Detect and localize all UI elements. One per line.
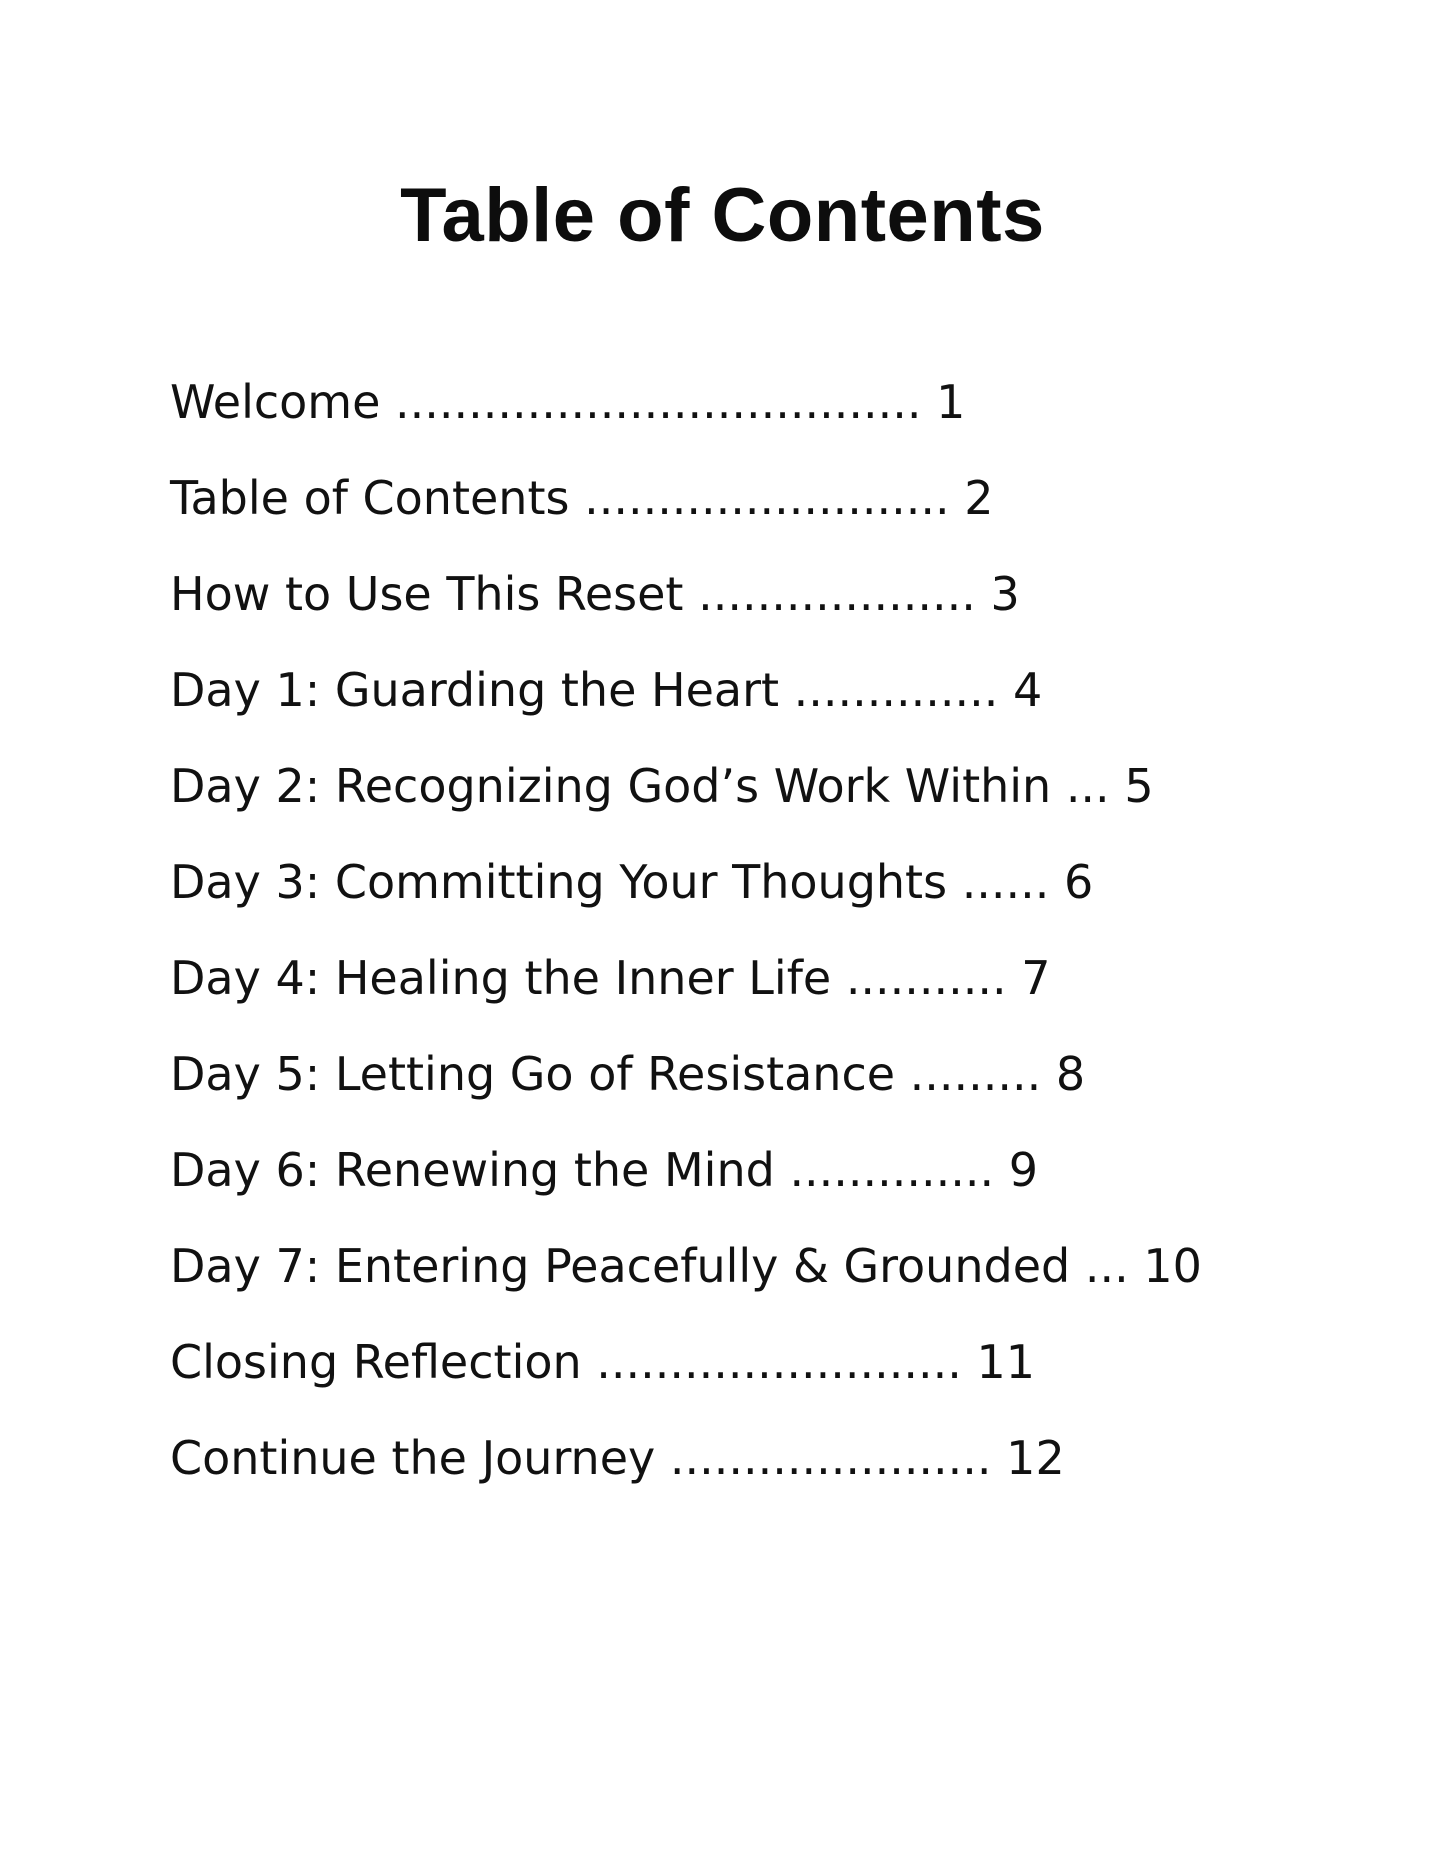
toc-entry-day-7	[170, 1226, 1320, 1322]
toc-entry-label: Day 3: Committing Your Thoughts	[170, 855, 948, 909]
toc-entry-page: 7	[1021, 951, 1051, 1005]
toc-entry-leader: ...........	[845, 951, 1007, 1005]
toc-entry-day-3	[170, 842, 1320, 938]
toc-entry-leader: .........	[909, 1047, 1042, 1101]
table-of-contents-list	[170, 362, 1320, 1514]
toc-entry-label: Continue the Journey	[170, 1431, 656, 1485]
toc-entry-page: 8	[1055, 1047, 1086, 1101]
toc-entry-welcome	[170, 362, 1320, 458]
toc-entry-label: How to Use This Reset	[170, 567, 684, 621]
toc-entry-continue-the-journey	[170, 1418, 1320, 1514]
toc-entry-how-to-use	[170, 554, 1320, 650]
toc-entry-leader: .........................	[596, 1335, 962, 1389]
toc-entry-label: Welcome	[170, 375, 381, 429]
toc-entry-day-4	[170, 938, 1320, 1034]
toc-entry-leader: .........................	[584, 471, 950, 525]
toc-entry-day-2	[170, 746, 1320, 842]
toc-entry-leader: ......	[961, 855, 1050, 909]
toc-entry-leader: ...	[1084, 1239, 1129, 1293]
toc-entry-page: 11	[976, 1335, 1036, 1389]
toc-entry-closing-reflection	[170, 1322, 1320, 1418]
toc-entry-page: 1	[936, 375, 966, 429]
toc-entry-day-1	[170, 650, 1320, 746]
toc-entry-day-5	[170, 1034, 1320, 1130]
toc-entry-leader: ......................	[669, 1431, 992, 1485]
page-title: Table of Contents	[400, 173, 1045, 258]
toc-entry-label: Day 6: Renewing the Mind	[170, 1143, 775, 1197]
toc-entry-leader: ..............	[793, 663, 999, 717]
toc-entry-day-6	[170, 1130, 1320, 1226]
toc-entry-label: Day 5: Letting Go of Resistance	[170, 1047, 896, 1101]
toc-entry-leader: ...................	[698, 567, 976, 621]
toc-entry-label: Closing Reflection	[170, 1335, 582, 1389]
toc-entry-leader: ....................................	[395, 375, 922, 429]
toc-entry-page: 9	[1008, 1143, 1039, 1197]
toc-entry-page: 4	[1013, 663, 1043, 717]
toc-entry-page: 3	[990, 567, 1020, 621]
toc-entry-table-of-contents	[170, 458, 1320, 554]
toc-entry-label: Day 1: Guarding the Heart	[170, 663, 780, 717]
toc-entry-label: Day 2: Recognizing God’s Work Within	[170, 759, 1052, 813]
toc-entry-page: 12	[1006, 1431, 1065, 1485]
toc-entry-leader: ..............	[789, 1143, 995, 1197]
toc-entry-page: 6	[1064, 855, 1094, 909]
toc-entry-page: 5	[1124, 759, 1154, 813]
toc-entry-page: 2	[964, 471, 994, 525]
toc-entry-leader: ...	[1065, 759, 1110, 813]
toc-entry-label: Day 7: Entering Peacefully & Grounded	[170, 1239, 1071, 1293]
toc-entry-page: 10	[1143, 1239, 1202, 1293]
toc-entry-label: Day 4: Healing the Inner Life	[170, 951, 832, 1005]
toc-entry-label: Table of Contents	[170, 471, 570, 525]
